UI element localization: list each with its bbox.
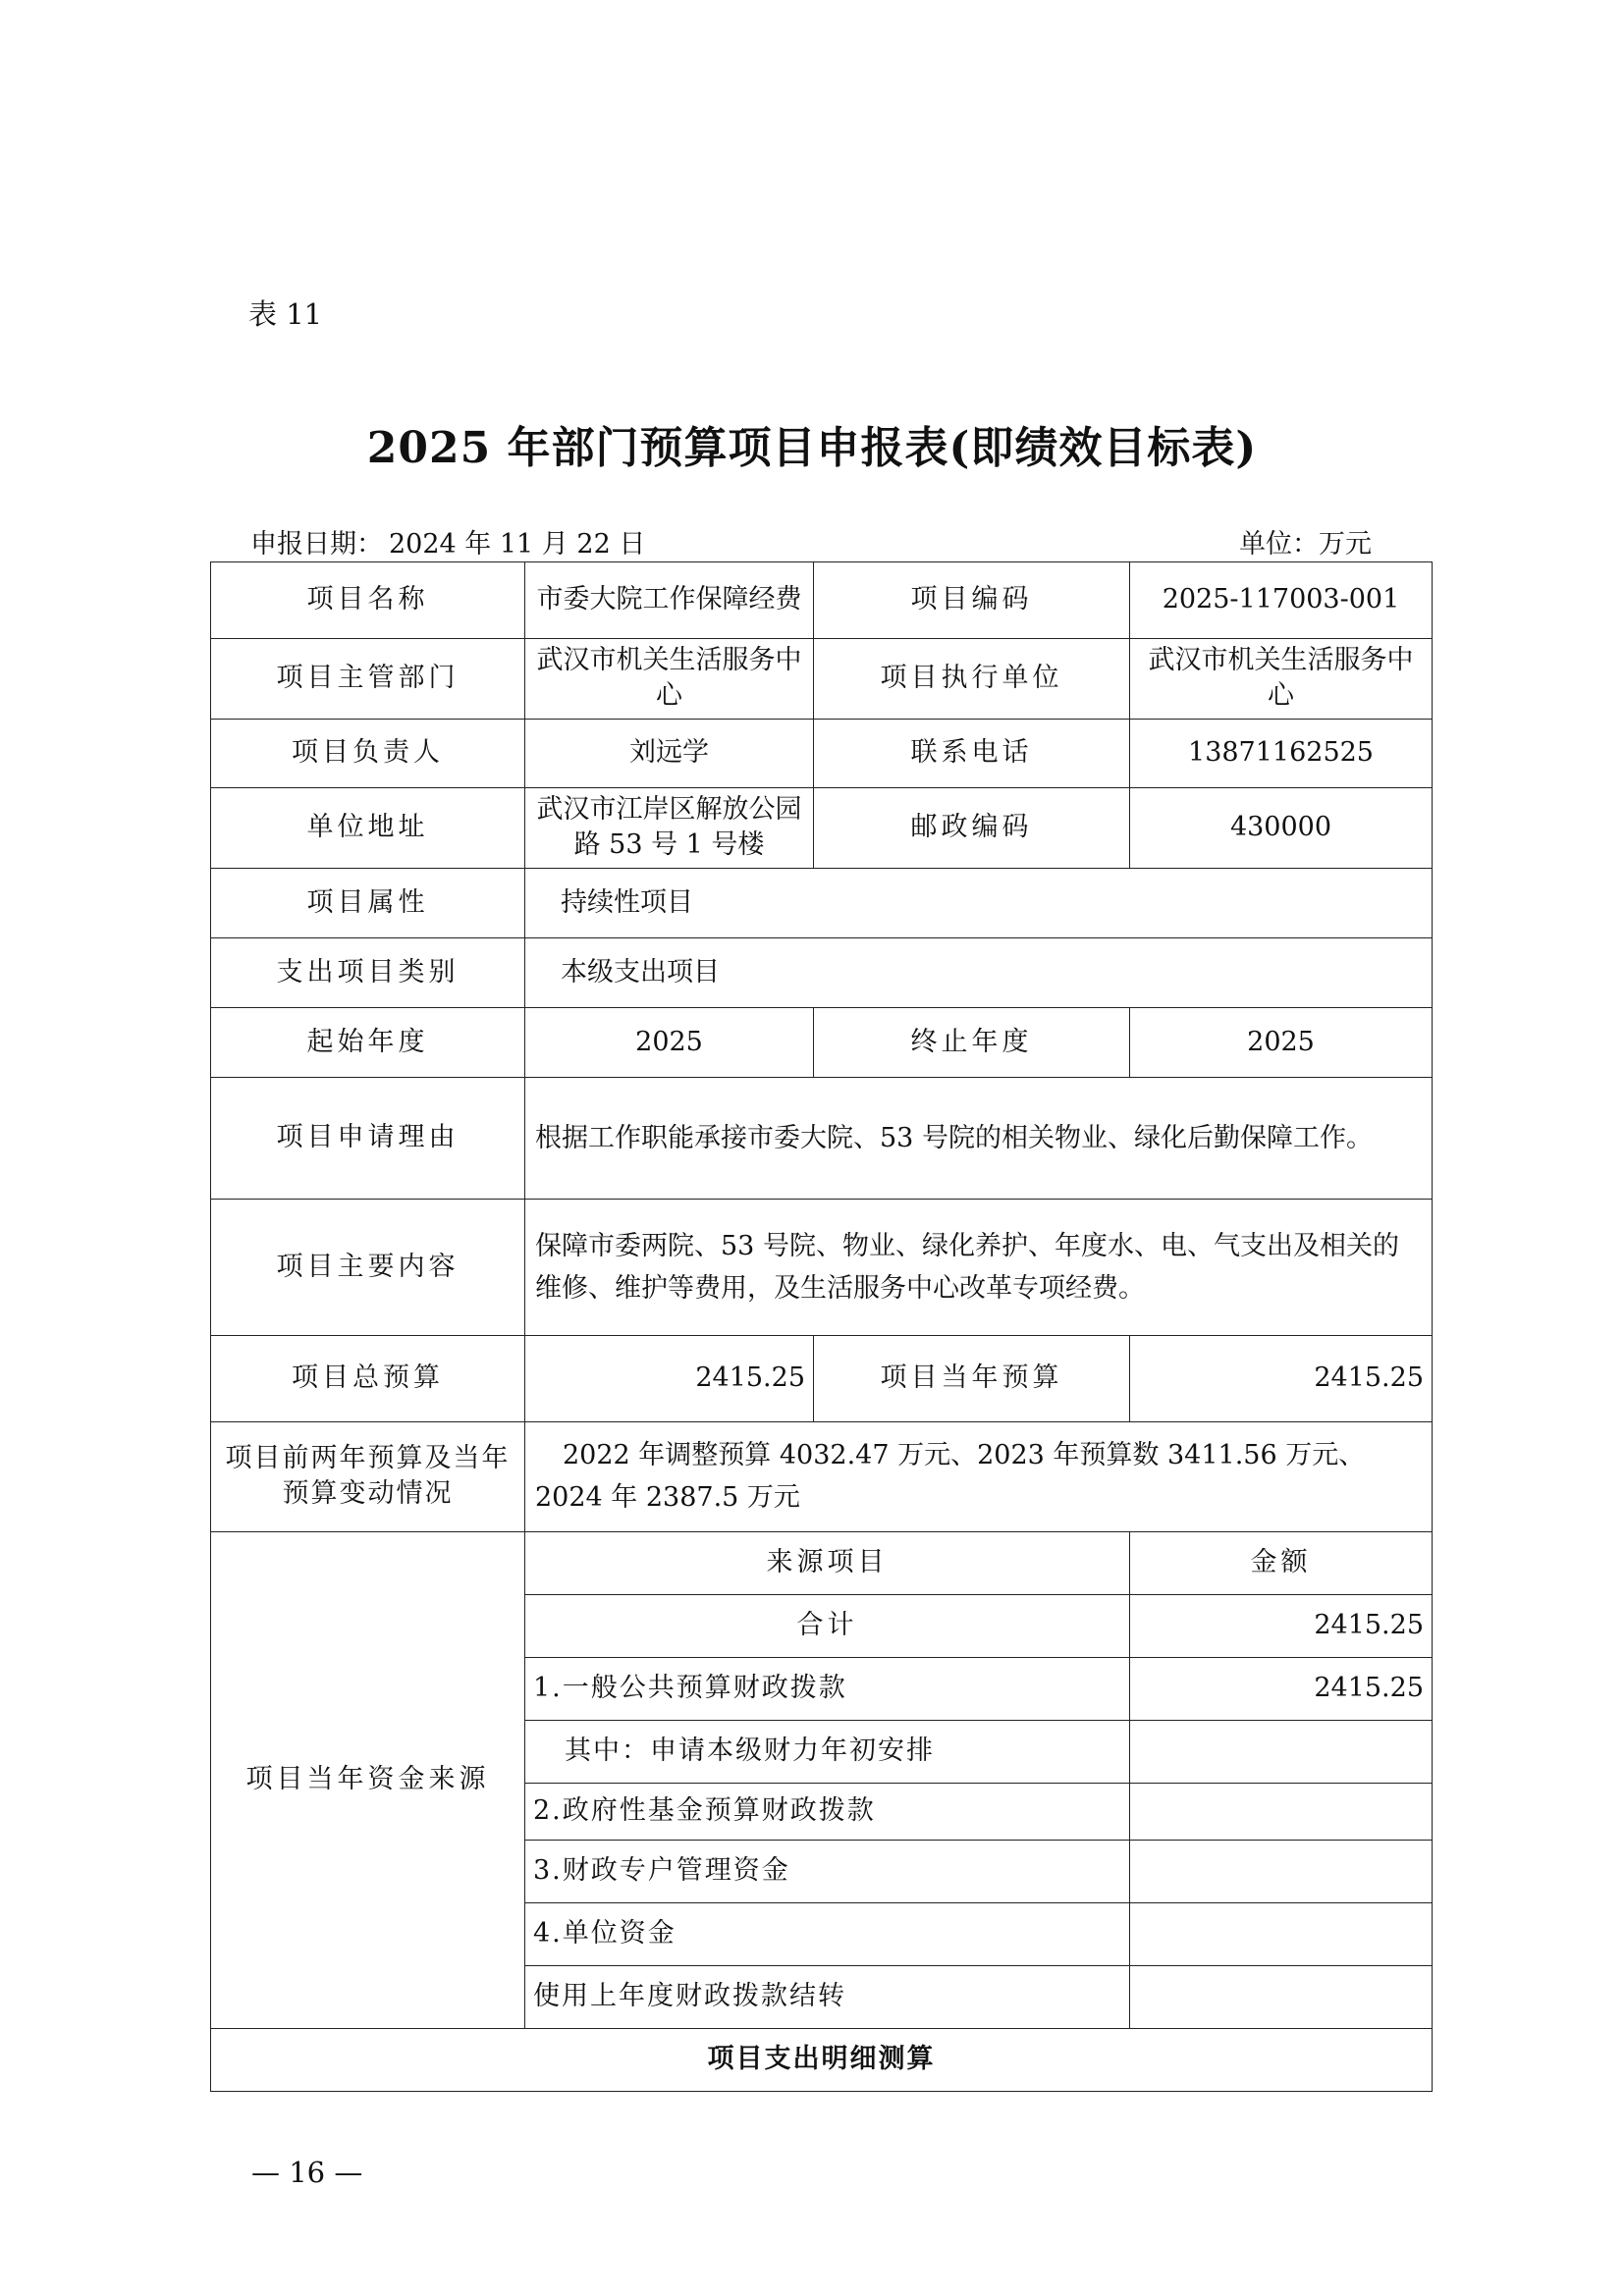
postcode-label: 邮政编码 <box>814 787 1130 868</box>
table-row <box>211 1421 1433 1531</box>
budget-table <box>210 561 1433 2092</box>
funding-source-name: 4.单位资金 <box>525 1902 1130 1965</box>
total-budget-label: 项目总预算 <box>211 1335 525 1421</box>
table-row <box>211 1335 1433 1421</box>
attr-label: 项目属性 <box>211 868 525 937</box>
dept-label: 项目主管部门 <box>211 639 525 720</box>
table-row <box>211 937 1433 1007</box>
attr-value: 持续性项目 <box>525 868 1433 937</box>
funding-source-name: 2.政府性基金预算财政拨款 <box>525 1783 1130 1840</box>
funding-source-name: 1.一般公共预算财政拨款 <box>525 1657 1130 1720</box>
end-year-label: 终止年度 <box>814 1007 1130 1077</box>
manager-value: 刘远学 <box>525 719 814 787</box>
project-code-value: 2025-117003-001 <box>1130 562 1433 639</box>
funding-amount: 2415.25 <box>1130 1594 1433 1657</box>
detail-header: 项目支出明细测算 <box>211 2028 1433 2091</box>
project-name-label: 项目名称 <box>211 562 525 639</box>
year-budget-value: 2415.25 <box>1130 1335 1433 1421</box>
funding-label: 项目当年资金来源 <box>211 1531 525 2028</box>
phone-label: 联系电话 <box>814 719 1130 787</box>
document-title: 2025 年部门预算项目申报表(即绩效目标表) <box>366 423 1258 473</box>
funding-amount <box>1130 1965 1433 2028</box>
total-budget-value: 2415.25 <box>525 1335 814 1421</box>
funding-amount <box>1130 1902 1433 1965</box>
table-number: 表 11 <box>248 297 323 331</box>
funding-source-name: 其中：申请本级财力年初安排 <box>525 1720 1130 1783</box>
funding-amount <box>1130 1720 1433 1783</box>
funding-header-row <box>211 1531 1433 1594</box>
funding-source-name: 使用上年度财政拨款结转 <box>525 1965 1130 2028</box>
project-code-label: 项目编码 <box>814 562 1130 639</box>
postcode-value: 430000 <box>1130 787 1433 868</box>
reason-label: 项目申请理由 <box>211 1077 525 1199</box>
project-name-value: 市委大院工作保障经费 <box>525 562 814 639</box>
table-row <box>211 719 1433 787</box>
start-year-label: 起始年度 <box>211 1007 525 1077</box>
history-label: 项目前两年预算及当年预算变动情况 <box>211 1421 525 1531</box>
table-row <box>211 1077 1433 1199</box>
funding-source-header: 来源项目 <box>525 1531 1130 1594</box>
category-value: 本级支出项目 <box>525 937 1433 1007</box>
page-number: — 16 — <box>251 2156 363 2189</box>
funding-source-name: 3.财政专户管理资金 <box>525 1840 1130 1902</box>
detail-header-row <box>211 2028 1433 2091</box>
reason-value: 根据工作职能承接市委大院、53 号院的相关物业、绿化后勤保障工作。 <box>525 1077 1433 1199</box>
category-label: 支出项目类别 <box>211 937 525 1007</box>
phone-value: 13871162525 <box>1130 719 1433 787</box>
year-budget-label: 项目当年预算 <box>814 1335 1130 1421</box>
exec-unit-label: 项目执行单位 <box>814 639 1130 720</box>
unit-label: 单位：万元 <box>1239 529 1372 560</box>
funding-amount: 2415.25 <box>1130 1657 1433 1720</box>
funding-source-name: 合计 <box>525 1594 1130 1657</box>
table-row <box>211 787 1433 868</box>
history-value: 2022 年调整预算 4032.47 万元、2023 年预算数 3411.56 万元、2024 年 2387.5 万元 <box>525 1421 1433 1531</box>
end-year-value: 2025 <box>1130 1007 1433 1077</box>
dept-value: 武汉市机关生活服务中心 <box>525 639 814 720</box>
address-label: 单位地址 <box>211 787 525 868</box>
table-row <box>211 562 1433 639</box>
table-row <box>211 639 1433 720</box>
exec-unit-value: 武汉市机关生活服务中心 <box>1130 639 1433 720</box>
report-date <box>250 522 651 561</box>
funding-amount-header: 金额 <box>1130 1531 1433 1594</box>
funding-amount <box>1130 1840 1433 1902</box>
report-date-value: 2024 年 11 月 22 日 <box>389 529 646 560</box>
content-label: 项目主要内容 <box>211 1199 525 1335</box>
table-row <box>211 1199 1433 1335</box>
funding-amount <box>1130 1783 1433 1840</box>
content-value: 保障市委两院、53 号院、物业、绿化养护、年度水、电、气支出及相关的维修、维护等费用，及生活服务中心改革专项经费。 <box>525 1199 1433 1335</box>
address-value: 武汉市江岸区解放公园路 53 号 1 号楼 <box>525 787 814 868</box>
start-year-value: 2025 <box>525 1007 814 1077</box>
report-date-label: 申报日期： <box>250 529 383 560</box>
table-row <box>211 868 1433 937</box>
manager-label: 项目负责人 <box>211 719 525 787</box>
table-row <box>211 1007 1433 1077</box>
